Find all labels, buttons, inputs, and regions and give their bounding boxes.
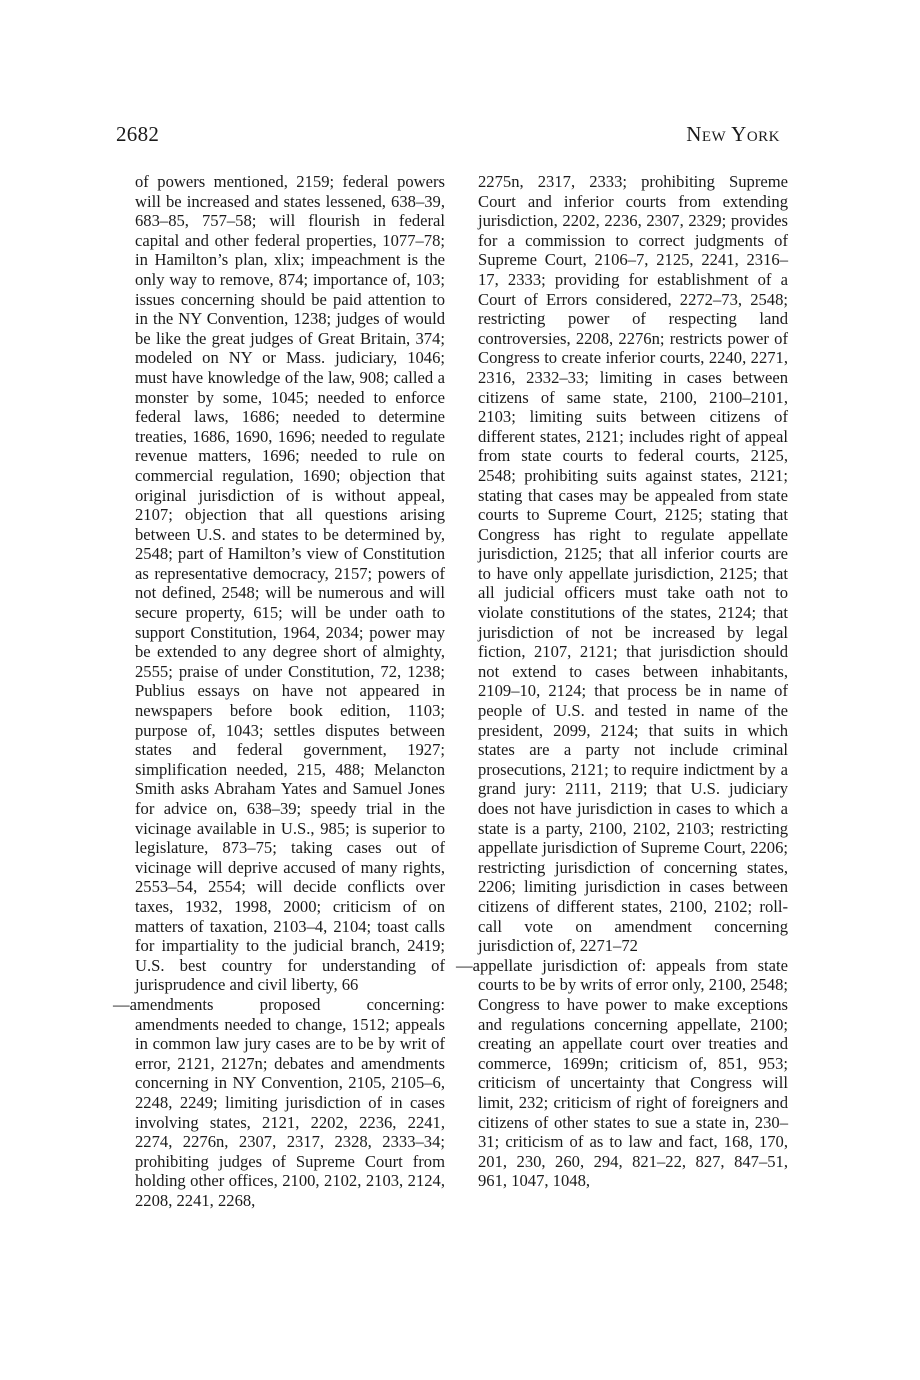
running-head: New York [686, 122, 780, 146]
page-number: 2682 [116, 122, 160, 146]
left-column [113, 172, 445, 1210]
index-subentry-appellate-jurisdiction: —appellate jurisdiction of: appeals from state courts to be by writs of error only, 2100, 2548; Congress to have power to make exceptions and regulations concerning appellate, 2100; creating an appellate court over treaties and commerce, 1699n; criticism of, 851, 953; criticism of uncertainty that Congress will limit, 232; criticism of right of foreigners and citizens of other states to sue a state in, 230–31; criticism of as to law and fact, 168, 170, 201, 230, 260, 294, 821–22, 827, 847–51, 961, 1047, 1048, [456, 955, 789, 1191]
index-entry-continuation: of powers mentioned, 2159; federal powers will be increased and states lessened, 638–39, 683–85, 757–58; will flourish in federal capital and other federal properties, 1077–78; in Hamilton’s plan, xlix; impeachment is the only way to remove, 874; importance of, 103; issues concerning should be paid attention to in the NY Convention, 1238; judges of would be like the great judges of Great Britain, 374; modeled on NY or Mass. judiciary, 1046; must have knowledge of the law, 908; called a monster by some, 1045; needed to enforce federal laws, 1686; needed to determine treaties, 1686, 1690, 1696; needed to regulate revenue matters, 1696; needed to rule on commercial regulation, 1690; objection that original jurisdiction of is without appeal, 2107; objection that all questions arising between U.S. and states to be determined by, 2548; part of Hamilton’s view of Constitution as representative democracy, 2157; powers of not defined, 2548; will be numerous and will secure property, 615; will be under oath to support Constitution, 1964, 2034; power may be extended to any degree short of almighty, 2555; praise of under Constitution, 72, 1238; Publius essays on have not appeared in newspapers before book edition, 1103; purpose of, 1043; settles disputes between states and federal government, 1927; simplification needed, 215, 488; Melancton Smith asks Abraham Yates and Samuel Jones for advice on, 638–39; speedy trial in the vicinage available in U.S., 985; is superior to legislature, 873–75; taking cases out of vicinage will deprive accused of many rights, 2553–54, 2554; will decide conflicts over taxes, 1932, 1998, 2000; criticism of on matters of taxation, 2103–4, 2104; toast calls for impartiality to the judicial branch, 2419; U.S. best country for understanding of jurisprudence and civil liberty, 66 [135, 172, 445, 995]
index-subentry-amendments: —amendments proposed concerning: amendments needed to change, 1512; appeals in common law jury cases are to be by writ of error, 2121, 2127n; debates and amendments concerning in NY Convention, 2105, 2105–6, 2248, 2249; limiting jurisdiction of in cases involving states, 2121, 2202, 2236, 2241, 2274, 2276n, 2307, 2317, 2328, 2333–34; prohibiting judges of Supreme Court from holding other offices, 2100, 2102, 2103, 2124, 2208, 2241, 2268, [113, 994, 445, 1210]
right-column [456, 172, 789, 1191]
index-entry-continuation: 2275n, 2317, 2333; prohibiting Supreme Court and inferior courts from extending jurisdiction, 2202, 2236, 2307, 2329; provides for a commission to correct judgments of Supreme Court, 2106–7, 2125, 2241, 2316–17, 2333; providing for establishment of a Court of Errors considered, 2272–73, 2548; restricting power of respecting land controversies, 2208, 2276n; restricts power of Congress to create inferior courts, 2240, 2271, 2316, 2332–33; limiting in cases between citizens of same state, 2100, 2100–2101, 2103; limiting suits between citizens of different states, 2121; includes right of appeal from state courts to federal courts, 2125, 2548; prohibiting suits against states, 2121; stating that cases may be appealed from state courts to Supreme Court, 2125; stating that Congress has right to regulate appellate jurisdiction, 2125; that all inferior courts are to have only appellate jurisdiction, 2125; that all judicial officers must take oath not to violate constitutions of the states, 2124; that jurisdiction of not be increased by legal fiction, 2107, 2121; that jurisdiction should not extend to cases between inhabitants, 2109–10, 2124; that process be in name of people of U.S. and tested in name of the president, 2099, 2124; that suits in which states are a party not include criminal prosecutions, 2121; to require indictment by a grand jury: 2111, 2119; that U.S. judiciary does not have jurisdiction in cases to which a state is a party, 2100, 2102, 2103; restricting appellate jurisdiction of Supreme Court, 2206; restricting jurisdiction of concerning states, 2206; limiting jurisdiction in cases between citizens of different states, 2100, 2102; roll-call vote on amendment concerning jurisdiction of, 2271–72 [478, 172, 788, 956]
